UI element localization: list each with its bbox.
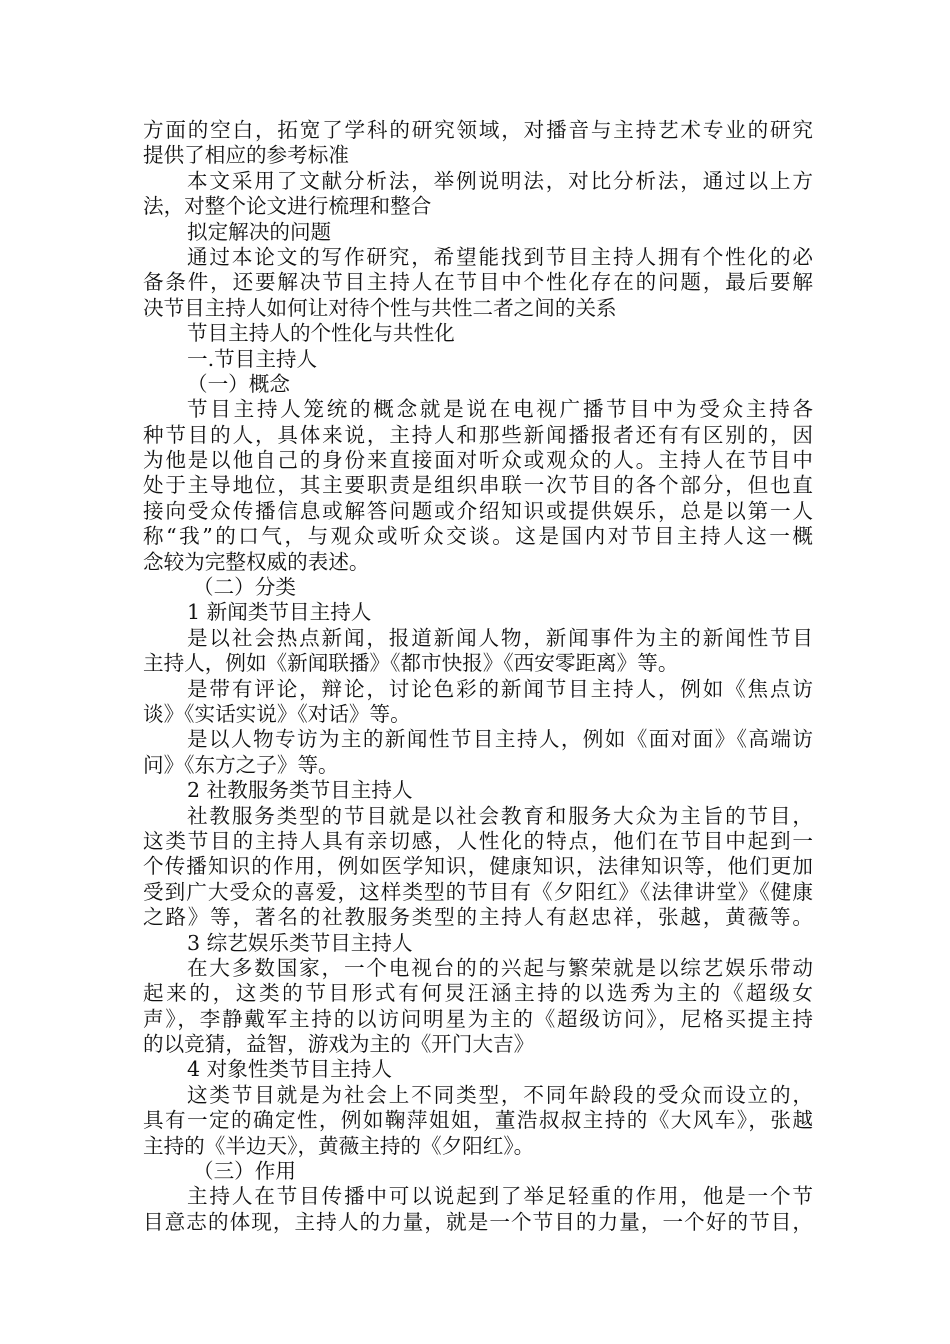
text-line: 种节目的人，具体来说，主持人和那些新闻播报者还有有区别的，因 (143, 422, 813, 447)
text-line: 处于主导地位，其主要职责是组织串联一次节目的各个部分，但也直 (143, 473, 813, 498)
text-line: 谈》《实话实说》《对话》等。 (143, 701, 411, 726)
text-line: 念较为完整权威的表述。 (143, 549, 370, 574)
text-line: 是带有评论，辩论，讨论色彩的新闻节目主持人，例如《焦点访 (187, 676, 813, 701)
text-line: 这类节目就是为社会上不同类型，不同年龄段的受众而设立的， (187, 1082, 813, 1107)
text-line: （三）作用 (193, 1159, 296, 1184)
text-line: 声》，李静戴军主持的以访问明星为主的《超级访问》，尼格买提主持 (143, 1006, 813, 1031)
text-line: 受到广大受众的喜爱，这样类型的节目有《夕阳红》《法律讲堂》《健康 (143, 879, 813, 904)
text-line: 主持人，例如《新闻联播》《都市快报》《西安零距离》等。 (143, 651, 679, 676)
text-line: 方面的空白，拓宽了学科的研究领域，对播音与主持艺术专业的研究 (143, 118, 813, 142)
text-line: 具有一定的确定性，例如鞠萍姐姐，董浩叔叔主持的《大风车》，张越 (143, 1108, 813, 1133)
text-line: 本文采用了文献分析法，举例说明法，对比分析法，通过以上方 (187, 168, 813, 193)
text-line: 主持人在节目传播中可以说起到了举足轻重的作用，他是一个节 (187, 1184, 813, 1209)
text-line: 通过本论文的写作研究，希望能找到节目主持人拥有个性化的必 (187, 244, 813, 269)
text-line: 2 社教服务类节目主持人 (187, 778, 413, 803)
text-line: 这类节目的主持人具有亲切感，人性化的特点，他们在节目中起到一 (143, 828, 813, 853)
text-line: 目意志的体现，主持人的力量，就是一个节目的力量，一个好的节目， (143, 1209, 813, 1234)
text-line: 提供了相应的参考标准 (143, 143, 349, 168)
text-line: 一.节目主持人 (187, 346, 318, 371)
text-line: （一）概念 (187, 371, 290, 396)
document-page (143, 118, 813, 1235)
text-line: 拟定解决的问题 (187, 219, 332, 244)
text-line: 问》《东方之子》等。 (143, 752, 339, 777)
text-line: 为他是以他自己的身份来直接面对听众或观众的人。主持人在节目中 (143, 448, 813, 473)
text-line: 接向受众传播信息或解答问题或介绍知识或提供娱乐，总是以第一人 (143, 498, 813, 523)
text-line: 节目主持人的个性化与共性化 (187, 321, 455, 346)
text-line: 备条件，还要解决节目主持人在节目中个性化存在的问题，最后要解 (143, 270, 813, 295)
text-line: 决节目主持人如何让对待个性与共性二者之间的关系 (143, 295, 617, 320)
text-line: 是以人物专访为主的新闻性节目主持人，例如《面对面》《高端访 (187, 727, 813, 752)
text-line: 称“我”的口气，与观众或听众交谈。这是国内对节目主持人这一概 (143, 524, 813, 549)
text-line: 主持的《半边天》，黄薇主持的《夕阳红》。 (143, 1133, 535, 1158)
text-line: （二）分类 (193, 575, 296, 600)
text-line: 的以竞猜，益智，游戏为主的《开门大吉》 (143, 1032, 535, 1057)
text-line: 法，对整个论文进行梳理和整合 (143, 194, 432, 219)
text-line: 是以社会热点新闻，报道新闻人物，新闻事件为主的新闻性节目 (187, 625, 813, 650)
text-line: 3 综艺娱乐类节目主持人 (187, 930, 413, 955)
text-line: 之路》等，著名的社教服务类型的主持人有赵忠祥，张越，黄薇等。 (143, 905, 813, 930)
text-line: 社教服务类型的节目就是以社会教育和服务大众为主旨的节目， (187, 803, 813, 828)
text-line: 1 新闻类节目主持人 (187, 600, 372, 625)
text-line: 节目主持人笼统的概念就是说在电视广播节目中为受众主持各 (187, 397, 813, 422)
text-line: 个传播知识的作用，例如医学知识，健康知识，法律知识等，他们更加 (143, 854, 813, 879)
text-line: 起来的，这类的节目形式有何炅汪涵主持的以选秀为主的《超级女 (143, 981, 813, 1006)
text-line: 在大多数国家，一个电视台的的兴起与繁荣就是以综艺娱乐带动 (187, 955, 813, 980)
text-line: 4 对象性类节目主持人 (187, 1057, 392, 1082)
